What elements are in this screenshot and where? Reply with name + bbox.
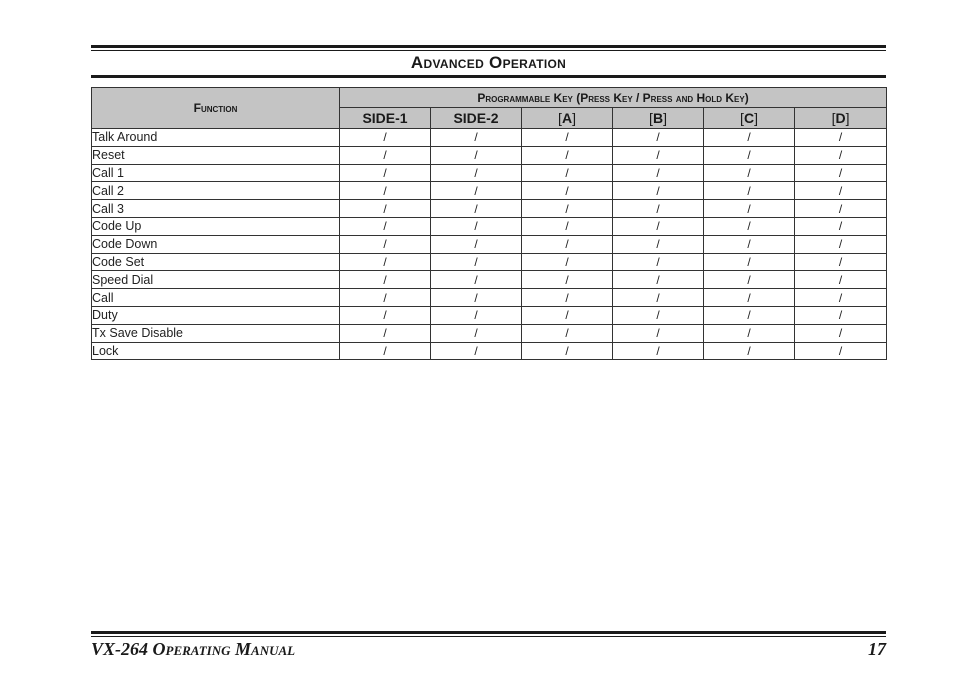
page-number: 17	[868, 639, 886, 659]
key-assignment-cell: /	[795, 129, 887, 147]
key-assignment-cell: /	[795, 324, 887, 342]
function-name: Code Up	[92, 217, 340, 235]
key-label: SIDE-2	[453, 110, 499, 126]
function-name: Talk Around	[92, 129, 340, 147]
table-row	[92, 182, 887, 200]
key-assignment-cell: /	[795, 217, 887, 235]
key-assignment-cell: /	[340, 289, 431, 307]
key-label: C	[743, 110, 755, 126]
key-assignment-cell: /	[704, 200, 795, 218]
table-row	[92, 306, 887, 324]
bracket-close: ]	[754, 110, 758, 126]
key-assignment-cell: /	[704, 342, 795, 360]
function-name: Tx Save Disable	[92, 324, 340, 342]
key-assignment-cell: /	[795, 271, 887, 289]
key-assignment-cell: /	[795, 146, 887, 164]
key-assignment-cell: /	[613, 200, 704, 218]
key-assignment-cell: /	[340, 200, 431, 218]
function-name: Speed Dial	[92, 271, 340, 289]
bracket-open: [	[558, 110, 562, 126]
key-assignment-cell: /	[704, 253, 795, 271]
key-assignment-cell: /	[522, 306, 613, 324]
table-row	[92, 289, 887, 307]
key-assignment-cell: /	[522, 164, 613, 182]
manual-name: VX-264 Operating Manual	[91, 639, 296, 659]
key-assignment-cell: /	[431, 182, 522, 200]
key-assignment-cell: /	[522, 342, 613, 360]
bracket-close: ]	[663, 110, 667, 126]
bracket-open: [	[740, 110, 744, 126]
key-assignment-cell: /	[522, 146, 613, 164]
key-assignment-cell: /	[613, 235, 704, 253]
table-row	[92, 324, 887, 342]
key-assignment-cell: /	[340, 306, 431, 324]
key-assignment-cell: /	[795, 164, 887, 182]
function-name: Call 3	[92, 200, 340, 218]
key-assignment-cell: /	[704, 289, 795, 307]
key-assignment-cell: /	[340, 253, 431, 271]
key-assignment-cell: /	[613, 306, 704, 324]
key-assignment-cell: /	[613, 289, 704, 307]
key-assignment-cell: /	[704, 235, 795, 253]
key-assignment-cell: /	[522, 253, 613, 271]
key-assignment-cell: /	[613, 342, 704, 360]
function-name: Call	[92, 289, 340, 307]
key-assignment-cell: /	[522, 217, 613, 235]
key-assignment-cell: /	[704, 217, 795, 235]
key-assignment-cell: /	[704, 182, 795, 200]
key-assignment-cell: /	[613, 164, 704, 182]
key-assignment-cell: /	[704, 146, 795, 164]
function-name: Call 1	[92, 164, 340, 182]
key-column-header	[795, 108, 887, 129]
key-assignment-cell: /	[613, 324, 704, 342]
key-column-header	[522, 108, 613, 129]
key-label: A	[561, 110, 573, 126]
key-column-header	[431, 108, 522, 129]
key-assignment-cell: /	[795, 200, 887, 218]
table-row	[92, 129, 887, 147]
key-assignment-cell: /	[431, 200, 522, 218]
key-assignment-cell: /	[340, 146, 431, 164]
top-rule-thick	[91, 45, 886, 48]
function-name: Lock	[92, 342, 340, 360]
table-row	[92, 146, 887, 164]
key-assignment-cell: /	[431, 164, 522, 182]
table-row	[92, 200, 887, 218]
key-assignment-cell: /	[704, 271, 795, 289]
key-assignment-cell: /	[431, 306, 522, 324]
key-label: SIDE-1	[362, 110, 408, 126]
key-assignment-cell: /	[795, 306, 887, 324]
key-assignment-cell: /	[795, 182, 887, 200]
key-assignment-cell: /	[522, 182, 613, 200]
key-assignment-cell: /	[431, 217, 522, 235]
key-assignment-cell: /	[522, 289, 613, 307]
key-assignment-cell: /	[795, 253, 887, 271]
key-assignment-cell: /	[340, 164, 431, 182]
key-column-header	[613, 108, 704, 129]
key-assignment-cell: /	[795, 235, 887, 253]
function-column-header: Function	[92, 88, 340, 129]
table-row	[92, 164, 887, 182]
function-name: Call 2	[92, 182, 340, 200]
key-assignment-cell: /	[340, 324, 431, 342]
key-assignment-cell: /	[522, 235, 613, 253]
key-label: B	[652, 110, 664, 126]
key-label: D	[835, 110, 846, 126]
key-assignment-cell: /	[431, 146, 522, 164]
function-name: Code Set	[92, 253, 340, 271]
table-row	[92, 342, 887, 360]
title-underline	[91, 75, 886, 78]
key-assignment-cell: /	[431, 324, 522, 342]
key-assignment-cell: /	[522, 129, 613, 147]
key-assignment-cell: /	[704, 306, 795, 324]
key-assignment-cell: /	[613, 253, 704, 271]
key-assignment-cell: /	[704, 164, 795, 182]
bracket-close: ]	[572, 110, 576, 126]
key-assignment-cell: /	[431, 342, 522, 360]
bottom-rule-thick	[91, 631, 886, 634]
key-assignment-cell: /	[704, 324, 795, 342]
key-assignment-cell: /	[340, 342, 431, 360]
key-assignment-cell: /	[613, 129, 704, 147]
key-assignment-cell: /	[613, 217, 704, 235]
key-assignment-cell: /	[613, 146, 704, 164]
function-name: Reset	[92, 146, 340, 164]
key-assignment-cell: /	[522, 271, 613, 289]
key-assignment-cell: /	[340, 182, 431, 200]
key-assignment-cell: /	[431, 129, 522, 147]
section-title: Advanced Operation	[410, 53, 567, 72]
programmable-key-header: Programmable Key (Press Key / Press and Hold Key)	[340, 88, 887, 108]
key-assignment-cell: /	[340, 271, 431, 289]
key-assignment-cell: /	[340, 217, 431, 235]
key-assignment-cell: /	[431, 235, 522, 253]
key-assignment-cell: /	[522, 200, 613, 218]
table-row	[92, 253, 887, 271]
programmable-key-table	[91, 87, 887, 360]
key-assignment-cell: /	[431, 271, 522, 289]
bracket-open: [	[649, 110, 653, 126]
key-assignment-cell: /	[613, 182, 704, 200]
table-row	[92, 217, 887, 235]
key-assignment-cell: /	[340, 129, 431, 147]
key-assignment-cell: /	[340, 235, 431, 253]
bracket-close: ]	[845, 110, 850, 126]
key-column-header	[340, 108, 431, 129]
key-assignment-cell: /	[795, 289, 887, 307]
table-row	[92, 271, 887, 289]
key-assignment-cell: /	[795, 342, 887, 360]
key-column-header	[704, 108, 795, 129]
key-assignment-cell: /	[431, 253, 522, 271]
key-assignment-cell: /	[522, 324, 613, 342]
key-assignment-cell: /	[704, 129, 795, 147]
bottom-rule-thin	[91, 636, 886, 637]
bracket-open: [	[831, 110, 836, 126]
function-name: Code Down	[92, 235, 340, 253]
table-row	[92, 235, 887, 253]
table-body	[92, 129, 887, 360]
key-assignment-cell: /	[431, 289, 522, 307]
function-name: Duty	[92, 306, 340, 324]
key-assignment-cell: /	[613, 271, 704, 289]
